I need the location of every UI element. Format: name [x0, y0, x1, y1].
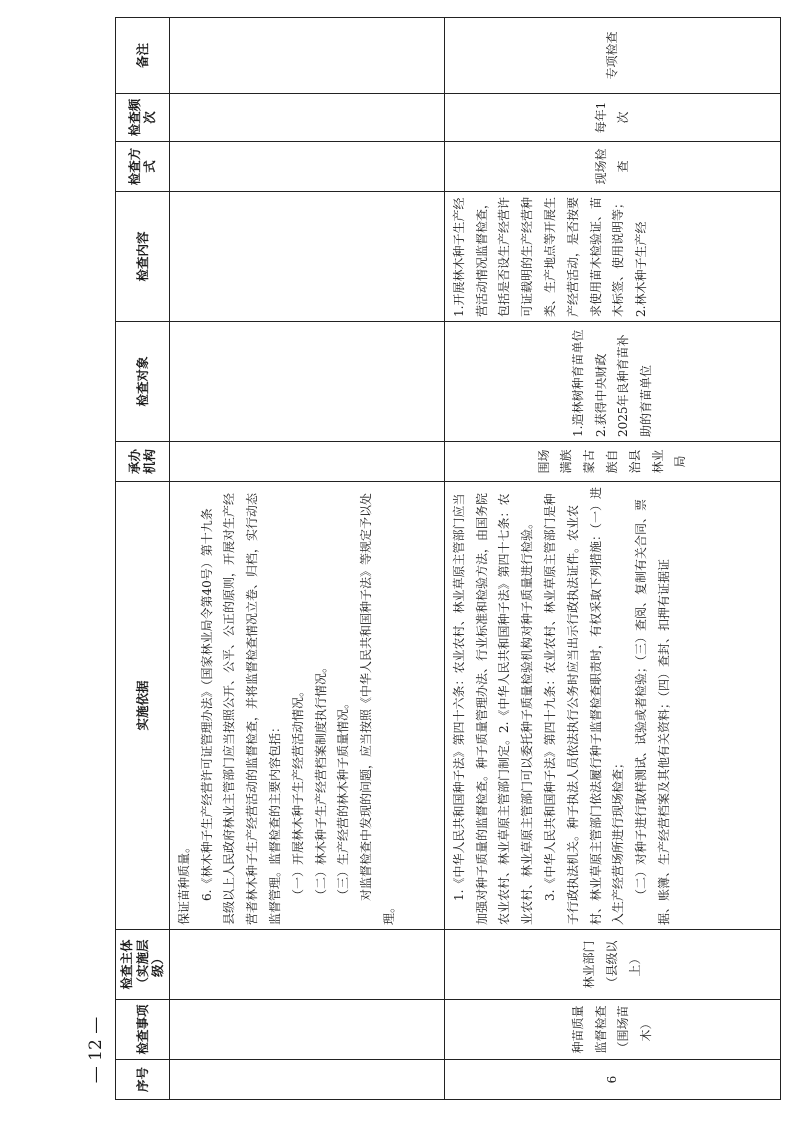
- cont-method-cell: [169, 142, 444, 192]
- cont-basis-para: （一）开展林木种子生产经营活动情况。: [290, 684, 305, 901]
- cont-no-cell: [169, 1060, 444, 1100]
- cont-basis-para: 6.《林木种子生产经营许可证管理办法》（国家林业局令第40号）第十九条 县级以上人民政府林业主管部门应当按照公开、公平、公正的原则，开展对生产经营者林木种子生产经营活动的监督检查，并将监督检查情况立卷、归档，实行动态监督管理。监督检查的主要内容包括：: [199, 492, 283, 925]
- row-frequency: 每年1次: [444, 94, 780, 142]
- cont-object-cell: [169, 322, 444, 442]
- row-content-cell: [444, 192, 780, 322]
- header-method: 检查方式: [116, 142, 170, 192]
- cont-basis-para: （三）生产经营的林木种子质量情况。: [336, 696, 351, 901]
- header-subject: 检查主体（实施层级）: [116, 930, 170, 1000]
- row-agency: 围场满族蒙古族自治县林业局: [444, 442, 780, 482]
- row-basis-para: （二）对种子进行取样测试、试验或者检验；（三）查阅、复制有关合同、票据、账簿、生产经营档案及其他有关资料；（四）查封、扣押有证据证: [634, 498, 672, 925]
- row-no: 6: [444, 1060, 780, 1100]
- header-content: 检查内容: [116, 192, 170, 322]
- row-content-item: 1.开展林木种子生产经营活动情况监督检查，包括是否设生产经营许可证载明的生产经营种类、生产地点等开展生产经营活动，是否按要求使用苗木检验证、苗木标签、使用说明等；: [451, 196, 626, 317]
- row-method: 现场检查: [444, 142, 780, 192]
- header-agency: 承办机构: [116, 442, 170, 482]
- cont-basis-para: 对监督检查中发现的问题，应当按照《中华人民共和国种子法》等规定予以处理。: [359, 492, 397, 925]
- header-row: [116, 18, 170, 1100]
- page-number-text: — 12 —: [86, 1016, 106, 1084]
- header-frequency: 检查频次: [116, 94, 170, 142]
- table-row: [444, 18, 780, 1100]
- continued-row: [169, 18, 444, 1100]
- cont-basis-para: 保证苗种质量。: [176, 840, 191, 925]
- cont-remark-cell: [169, 18, 444, 94]
- page-number: [56, 1016, 136, 1084]
- cont-item-cell: [169, 1000, 444, 1060]
- row-object-item: 1.造林树种育苗单位: [570, 329, 585, 437]
- header-no: 序号: [116, 1060, 170, 1100]
- row-content-item: 2.林木种子生产经: [634, 221, 649, 317]
- rotated-table-container: [115, 18, 781, 1100]
- row-basis-para: 3.《中华人民共和国种子法》第四十九条：农业农村、林业草原主管部门是种子行政执法机关。种子执法人员依法执行公务时应当出示行政执法证件。农业农村、林业草原主管部门依法履行种子监督检查职责时，有权采取下列措施：（一）进入生产经营场所进行现场检查；: [543, 486, 626, 925]
- row-basis-cell: [444, 482, 780, 930]
- header-object: 检查对象: [116, 322, 170, 442]
- row-object-item: 2.获得中央财政2025年良种育苗补助的育苗单位: [593, 334, 654, 437]
- inspection-table: [115, 17, 781, 1100]
- row-item: 种苗质量监督检查（围场苗木）: [444, 1000, 780, 1060]
- cont-subject-cell: [169, 930, 444, 1000]
- cont-basis-cell: [169, 482, 444, 930]
- header-item: 检查事项: [116, 1000, 170, 1060]
- rotated-table-sheet: [115, 18, 781, 1100]
- cont-frequency-cell: [169, 94, 444, 142]
- cont-agency-cell: [169, 442, 444, 482]
- cont-basis-para: （二）林木种子生产经营档案制度执行情况。: [313, 660, 328, 901]
- row-object-cell: [444, 322, 780, 442]
- row-remark: 专项检查: [444, 18, 780, 94]
- row-basis-para: 1.《中华人民共和国种子法》第四十六条：农业农村、林业草原主管部门应当加强对种子质量的监督检查。种子质量管理办法、行业标准和检验方法，由国务院农业农村、林业草原主管部门制定。2.《中华人民共和国种子法》第四十七条：农业农村、林业草原主管部门可以委托种子质量检验机构对种子质量进行检验。: [451, 492, 535, 925]
- cont-content-cell: [169, 192, 444, 322]
- row-subject: 林业部门（县级以上）: [444, 930, 780, 1000]
- header-basis: 实施依据: [116, 482, 170, 930]
- header-remark: 备注: [116, 18, 170, 94]
